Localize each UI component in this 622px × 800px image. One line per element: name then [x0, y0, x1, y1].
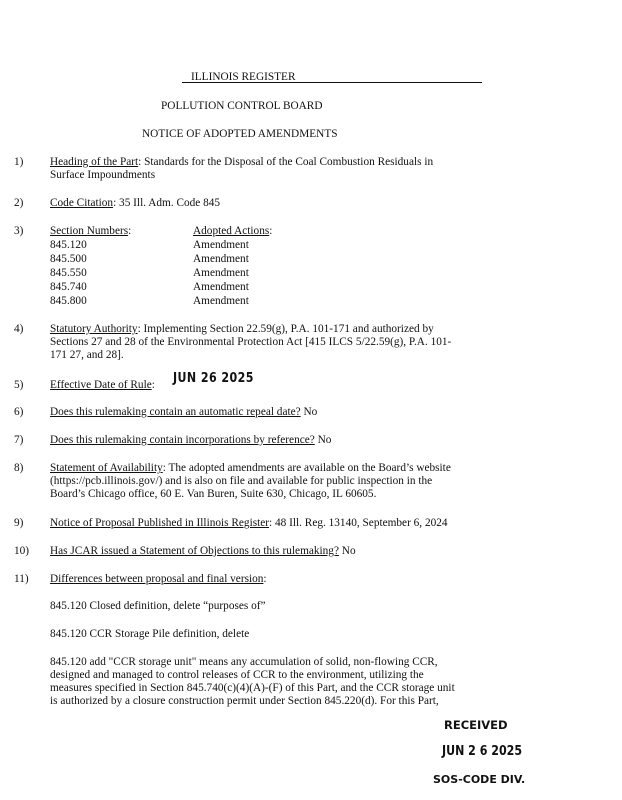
item-11-text: :: [263, 573, 267, 585]
item-6-number: 6): [14, 406, 24, 418]
item-2-label: Code Citation: [50, 197, 114, 209]
item-8-line2: (https://pcb.illinois.gov/) and is also on file and available for public inspection in the: [50, 475, 433, 487]
item-8-number: 8): [14, 462, 24, 474]
item-8-line: [50, 461, 451, 475]
item-8-label: Statement of Availability: [50, 462, 163, 474]
item-4-number: 4): [14, 323, 24, 335]
item-9-label: Notice of Proposal Published in Illinois Register: [50, 517, 270, 529]
item-4-label: Statutory Authority: [50, 323, 138, 335]
item-5-number: 5): [14, 379, 24, 391]
difference-paragraph-3-line-3: measures specified in Section 845.740(c)(4)(A)-(F) of this Part, and the CCR storage unit: [50, 682, 455, 694]
section-action: Amendment: [193, 253, 249, 265]
item-7-text: No: [314, 434, 332, 446]
item-3-col2-header: Adopted Actions:: [193, 225, 273, 237]
received-stamp-title: RECEIVED: [444, 718, 508, 732]
item-5-line: [50, 378, 155, 392]
item-10-label: Has JCAR issued a Statement of Objections to this rulemaking?: [50, 545, 339, 557]
item-5-label: Effective Date of Rule: [50, 379, 152, 391]
notice-title: NOTICE OF ADOPTED AMENDMENTS: [142, 128, 338, 140]
item-7-line: [50, 433, 331, 447]
item-1-label: Heading of the Part: [50, 156, 139, 168]
item-1-line: [50, 155, 433, 169]
item-8-line3: Board’s Chicago office, 60 E. Van Buren, Suite 630, Chicago, IL 60605.: [50, 488, 377, 500]
item-7-number: 7): [14, 434, 24, 446]
item-1-number: 1): [14, 156, 24, 168]
item-9-number: 9): [14, 517, 24, 529]
section-action: Amendment: [193, 281, 249, 293]
item-11-number: 11): [14, 573, 29, 585]
received-stamp-division: SOS-CODE DIV.: [433, 773, 526, 786]
item-6-text: No: [300, 406, 318, 418]
item-9-line: [50, 516, 448, 530]
item-10-text: No: [338, 545, 356, 557]
item-4-line3: 171 27, and 28].: [50, 349, 124, 361]
section-number: 845.120: [50, 239, 87, 251]
section-number: 845.800: [50, 295, 87, 307]
item-4-line2: Sections 27 and 28 of the Environmental Protection Act [415 ILCS 5/22.59(g), P.A. 101-: [50, 336, 452, 348]
item-8-text: : The adopted amendments are available on the Board’s website: [162, 462, 451, 474]
item-6-line: [50, 405, 317, 419]
journal-title: ILLINOIS REGISTER: [191, 71, 296, 83]
difference-paragraph-1: 845.120 Closed definition, delete “purposes of”: [50, 600, 266, 612]
item-5-text: :: [151, 379, 155, 391]
item-2-number: 2): [14, 197, 24, 209]
difference-paragraph-2: 845.120 CCR Storage Pile definition, delete: [50, 628, 250, 640]
item-11-label: Differences between proposal and final version: [50, 573, 264, 585]
item-3-number: 3): [14, 225, 24, 237]
item-2-line: [50, 196, 220, 210]
item-4-text: : Implementing Section 22.59(g), P.A. 101-171 and authorized by: [137, 323, 434, 335]
item-10-number: 10): [14, 545, 30, 557]
section-number: 845.500: [50, 253, 87, 265]
difference-paragraph-3-line-2: designed and managed to control releases of CCR to the environment, utilizing the: [50, 669, 424, 681]
difference-paragraph-3-line-4: is authorized by a closure construction permit under Section 845.220(d). For this Part,: [50, 695, 439, 707]
difference-paragraph-3-line-1: 845.120 add "CCR storage unit" means any accumulation of solid, non-flowing CCR,: [50, 656, 438, 668]
item-2-text: : 35 Ill. Adm. Code 845: [113, 197, 221, 209]
effective-date-stamp: JUN 26 2025: [173, 371, 254, 386]
agency-title: POLLUTION CONTROL BOARD: [161, 100, 323, 112]
item-9-text: : 48 Ill. Reg. 13140, September 6, 2024: [269, 517, 448, 529]
section-action: Amendment: [193, 295, 249, 307]
item-6-label: Does this rulemaking contain an automatic repeal date?: [50, 406, 301, 418]
item-10-line: [50, 544, 356, 558]
section-action: Amendment: [193, 267, 249, 279]
item-3-col1-header: Section Numbers:: [50, 225, 132, 237]
item-4-line: [50, 322, 434, 336]
section-number: 845.550: [50, 267, 87, 279]
received-stamp-date: JUN 2 6 2025: [442, 744, 523, 759]
section-action: Amendment: [193, 239, 249, 251]
section-number: 845.740: [50, 281, 87, 293]
item-1-line2: Surface Impoundments: [50, 169, 156, 181]
item-7-label: Does this rulemaking contain incorporations by reference?: [50, 434, 315, 446]
item-1-text: : Standards for the Disposal of the Coal Combustion Residuals in: [138, 156, 434, 168]
item-11-line: [50, 572, 267, 586]
